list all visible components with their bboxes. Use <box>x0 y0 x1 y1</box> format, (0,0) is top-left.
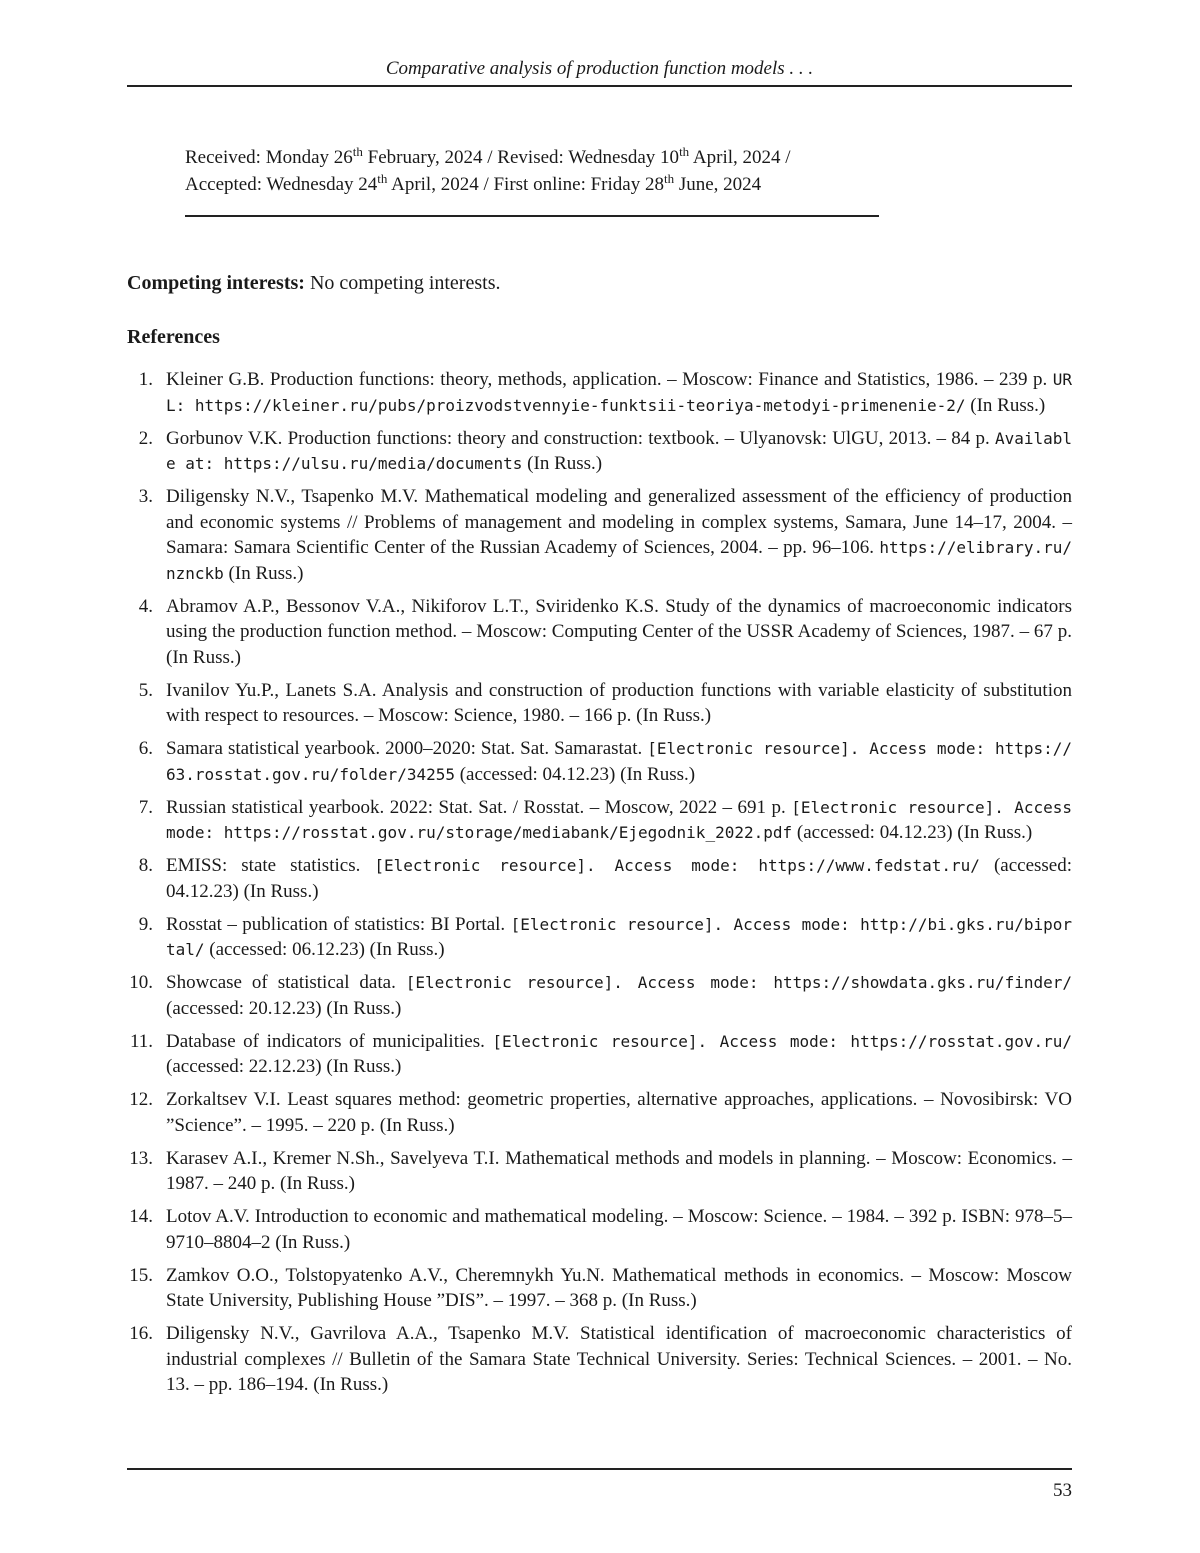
reference-tail: (In Russ.) <box>965 394 1046 416</box>
reference-number: 12. <box>129 1089 153 1110</box>
reference-text: Showcase of statistical data. <box>166 972 406 993</box>
reference-link[interactable]: [Electronic resource]. Access mode: https://rosstat.gov.ru/storage/mediabank/Ejegodnik_2022.pdf <box>166 797 1072 842</box>
reference-link[interactable]: [Electronic resource]. Access mode: https://63.rosstat.gov.ru/folder/34255 <box>166 739 1073 784</box>
reference-link[interactable]: [Electronic resource]. Access mode: https://rosstat.gov.ru/ <box>492 1031 1072 1051</box>
reference-number: 5. <box>138 679 153 701</box>
reference-item <box>127 970 1072 1021</box>
reference-link[interactable]: https://elibrary.ru/nznckb <box>166 538 1072 583</box>
revised-rest: April, 2024 / <box>689 147 791 168</box>
reference-item <box>127 1029 1072 1080</box>
online-sup: th <box>663 171 675 186</box>
reference-text: Zamkov O.O., Tolstopyatenko A.V., Cheremnykh Yu.N. Mathematical methods in economics. – Moscow: Moscow State University, Publishing House ”DIS”. – 1997. – 368 p. (In Russ.) <box>166 1264 1072 1311</box>
reference-text: Database of indicators of municipalities. <box>166 1030 493 1052</box>
reference-item <box>127 1321 1072 1398</box>
reference-item <box>127 1204 1072 1255</box>
reference-text: Diligensky N.V., Tsapenko M.V. Mathematical modeling and generalized assessment of the efficiency of production and economic systems // Problems of management and modeling in complex systems, Samara, June 14–17, 2004. – Samara: Samara Scientific Center of the Russian Academy of Sciences, 2004. – pp. 96–106. <box>166 486 1072 558</box>
reference-item <box>127 484 1072 586</box>
reference-number: 1. <box>138 369 153 390</box>
reference-link[interactable]: [Electronic resource]. Access mode: https://showdata.gks.ru/finder/ <box>405 973 1072 992</box>
reference-item <box>127 1087 1072 1138</box>
reference-tail: (In Russ.) <box>223 562 304 584</box>
references-heading: References <box>127 326 220 348</box>
reference-number: 13. <box>129 1147 153 1169</box>
reference-number: 8. <box>138 855 153 876</box>
reference-tail: (accessed: 20.12.23) (In Russ.) <box>166 997 402 1019</box>
reference-item <box>127 367 1072 418</box>
reference-text: EMISS: state statistics. <box>166 855 375 876</box>
accepted-sup: th <box>377 171 388 186</box>
reference-number: 7. <box>138 796 153 818</box>
revised-sup: th <box>679 144 690 159</box>
reference-number: 11. <box>129 1030 153 1052</box>
dates-rule <box>185 215 879 217</box>
reference-tail: (accessed: 04.12.23) (In Russ.) <box>166 855 1073 902</box>
reference-number: 9. <box>138 913 153 935</box>
footer-rule <box>127 1468 1072 1470</box>
reference-link[interactable]: [Electronic resource]. Access mode: http://bi.gks.ru/biportal/ <box>166 914 1072 959</box>
header-rule <box>127 85 1072 87</box>
reference-item <box>127 594 1072 671</box>
reference-tail: (accessed: 04.12.23) (In Russ.) <box>792 822 1033 843</box>
reference-text: Rosstat – publication of statistics: BI Portal. <box>166 913 511 935</box>
reference-tail: (accessed: 04.12.23) (In Russ.) <box>454 763 696 785</box>
received-rest: February, 2024 / Revised: Wednesday 10 <box>362 147 680 168</box>
reference-tail: (accessed: 06.12.23) (In Russ.) <box>204 939 445 960</box>
reference-item <box>127 1263 1072 1314</box>
reference-item <box>127 426 1072 477</box>
reference-number: 14. <box>129 1206 153 1227</box>
reference-item <box>127 912 1072 963</box>
reference-link[interactable]: Available at: https://ulsu.ru/media/documents <box>166 428 1072 473</box>
reference-tail: (In Russ.) <box>522 453 603 474</box>
reference-number: 16. <box>129 1323 153 1344</box>
reference-text: Samara statistical yearbook. 2000–2020: Stat. Sat. Samarastat. <box>166 738 648 759</box>
running-title: Comparative analysis of production function models . . . <box>385 58 814 79</box>
reference-text: Diligensky N.V., Gavrilova A.A., Tsapenko M.V. Statistical identification of macroeconomic characteristics of industrial complexes // Bulletin of the Samara State Technical University. Series: Technical Sciences. – 2001. – No. 13. – pp. 186–194. (In Russ.) <box>166 1323 1072 1395</box>
reference-item <box>127 736 1072 787</box>
reference-text: Ivanilov Yu.P., Lanets S.A. Analysis and construction of production functions with variable elasticity of substitution with respect to resources. – Moscow: Science, 1980. – 166 p. (In Russ.) <box>166 679 1072 726</box>
reference-number: 6. <box>138 738 153 759</box>
reference-list <box>127 367 1072 1405</box>
accepted-label: Accepted: Wednesday 24 <box>185 174 378 195</box>
received-sup: th <box>352 144 363 159</box>
reference-text: Gorbunov V.K. Production functions: theory and construction: textbook. – Ulyanovsk: UlGU, 2013. – 84 p. <box>166 427 995 449</box>
reference-item <box>127 795 1072 846</box>
received-label: Received: Monday 26 <box>185 147 353 168</box>
reference-text: Abramov A.P., Bessonov V.A., Nikiforov L.T., Sviridenko K.S. Study of the dynamics of macroeconomic indicators using the production function method. – Moscow: Computing Center of the USSR Academy of Sciences, 1987. – 67 p. (In Russ.) <box>166 595 1072 668</box>
publication-dates <box>185 144 985 198</box>
reference-tail: (accessed: 22.12.23) (In Russ.) <box>166 1056 402 1077</box>
page-number: 53 <box>1053 1480 1072 1501</box>
reference-number: 4. <box>138 595 153 617</box>
accepted-rest: April, 2024 / First online: Friday 28 <box>387 174 664 195</box>
reference-link[interactable]: URL: https://kleiner.ru/pubs/proizvodstvennyie-funktsii-teoriya-metodyi-primenenie-2/ <box>166 370 1072 415</box>
reference-text: Karasev A.I., Kremer N.Sh., Savelyeva T.I. Mathematical methods and models in planning. – Moscow: Economics. – 1987. – 240 p. (In Russ.) <box>166 1147 1072 1194</box>
reference-text: Zorkaltsev V.I. Least squares method: geometric properties, alternative approaches, applications. – Novosibirsk: VO ”Science”. – 1995. – 220 p. (In Russ.) <box>166 1089 1072 1136</box>
reference-text: Lotov A.V. Introduction to economic and mathematical modeling. – Moscow: Science. – 1984. – 392 p. ISBN: 978–5–9710–8804–2 (In Russ.) <box>166 1206 1072 1253</box>
reference-item <box>127 1146 1072 1197</box>
reference-link[interactable]: [Electronic resource]. Access mode: https://www.fedstat.ru/ <box>374 856 980 875</box>
reference-number: 3. <box>138 486 153 507</box>
reference-text: Russian statistical yearbook. 2022: Stat. Sat. / Rosstat. – Moscow, 2022 – 691 p. <box>166 796 792 818</box>
competing-interests <box>127 272 1072 295</box>
reference-number: 15. <box>129 1264 153 1286</box>
reference-item <box>127 678 1072 729</box>
reference-number: 2. <box>138 427 153 449</box>
reference-text: Kleiner G.B. Production functions: theory, methods, application. – Moscow: Finance and Statistics, 1986. – 239 p. <box>166 369 1053 390</box>
reference-number: 10. <box>129 972 153 993</box>
online-rest: June, 2024 <box>674 174 762 195</box>
competing-label: Competing interests: <box>127 272 305 294</box>
reference-item <box>127 853 1072 904</box>
competing-text: No competing interests. <box>304 272 501 294</box>
